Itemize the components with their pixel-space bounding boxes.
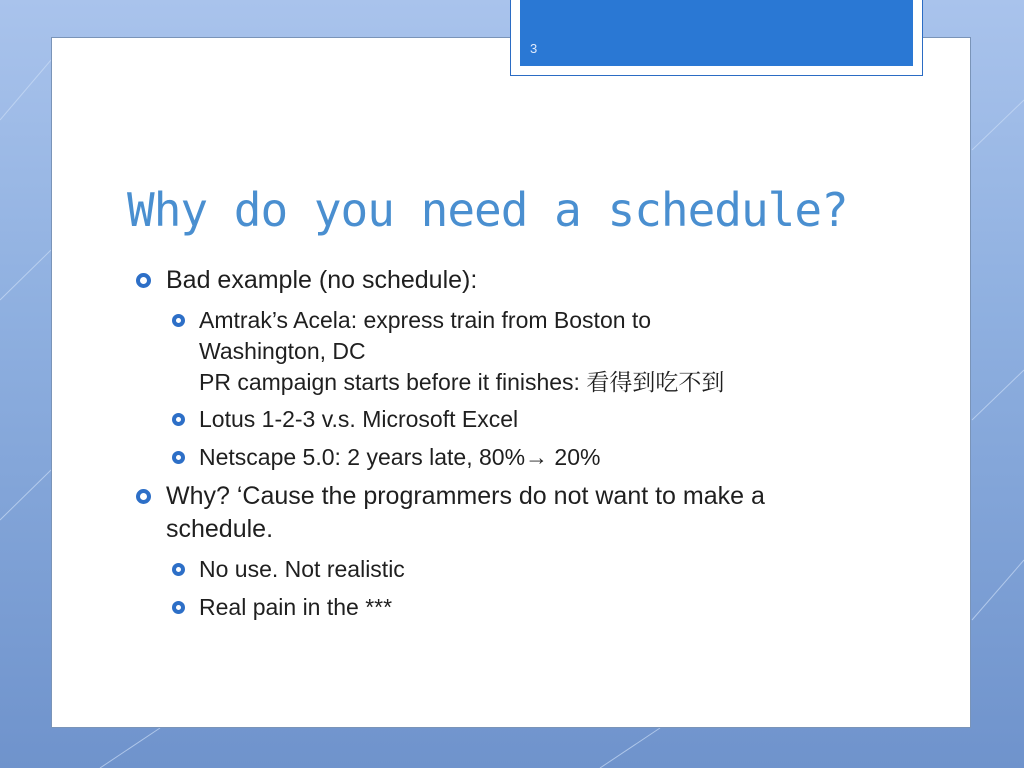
list-item xyxy=(199,442,600,473)
ring-bullet-icon xyxy=(136,273,151,288)
ring-bullet-icon xyxy=(172,314,185,327)
list-item xyxy=(199,592,392,623)
ring-bullet-icon xyxy=(172,413,185,426)
list-item xyxy=(166,264,477,297)
bullet-text: schedule. xyxy=(166,515,274,543)
bullet-text: PR campaign starts before it finishes: 看得到吃不到 xyxy=(199,369,725,395)
page-number: 3 xyxy=(530,41,538,56)
list-item xyxy=(166,480,765,546)
bullet-text: Bad example (no schedule): xyxy=(166,266,478,294)
ring-bullet-icon xyxy=(136,489,151,504)
bullet-text: Lotus 1-2-3 v.s. Microsoft Excel xyxy=(199,406,519,432)
ring-bullet-icon xyxy=(172,601,185,614)
list-item xyxy=(199,404,518,435)
bullet-text: Washington, DC xyxy=(199,338,366,364)
bullet-text: Amtrak’s Acela: express train from Boston to xyxy=(199,307,652,333)
bullet-text: Netscape 5.0: 2 years late, 80%→ 20% xyxy=(199,444,601,470)
bullet-text: No use. Not realistic xyxy=(199,556,405,582)
bullet-text: Why? ‘Cause the programmers do not want to make a xyxy=(166,482,765,510)
slide-title: Why do you need a schedule? xyxy=(127,183,848,237)
bullet-text: Real pain in the *** xyxy=(199,594,393,620)
ring-bullet-icon xyxy=(172,451,185,464)
ring-bullet-icon xyxy=(172,563,185,576)
list-item xyxy=(199,554,405,585)
list-item xyxy=(199,305,724,398)
